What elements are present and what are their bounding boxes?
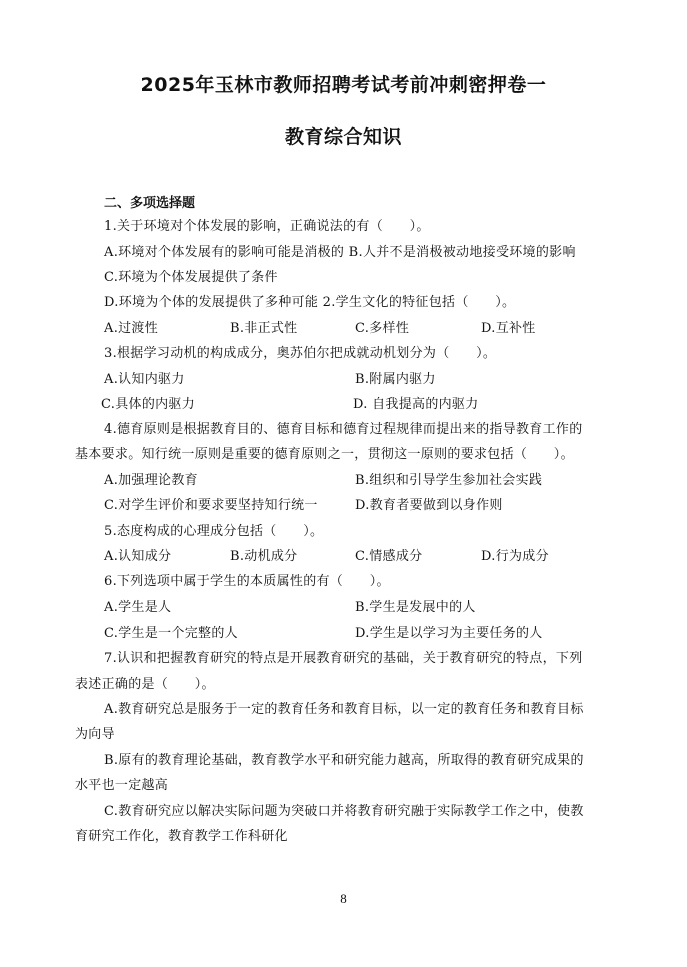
question-7-stem-line-2: 表述正确的是（ ）。 (75, 677, 215, 692)
question-1-option-d-question-2-stem: D.环境为个体的发展提供了多种可能 2.学生文化的特征包括（ ）。 (104, 295, 516, 310)
question-3-option-a: A.认知内驱力 (104, 372, 185, 387)
question-7-option-a-line-2: 为向导 (75, 727, 115, 742)
question-5-stem: 5.态度构成的心理成分包括（ ）。 (104, 524, 324, 539)
question-1-option-c: C.环境为个体发展提供了条件 (104, 270, 278, 285)
question-3-option-b: B.附属内驱力 (355, 372, 436, 387)
question-4-option-d: D.教育者要做到以身作则 (355, 498, 503, 513)
question-7-option-c-line-2: 育研究工作化，教育教学工作科研化 (75, 829, 288, 844)
question-2-option-a: A.过渡性 (104, 321, 159, 336)
question-4-option-b: B.组织和引导学生参加社会实践 (355, 473, 543, 488)
question-6-option-a: A.学生是人 (104, 600, 172, 615)
question-1-stem: 1.关于环境对个体发展的影响，正确说法的有（ ）。 (104, 219, 430, 234)
question-4-stem-line-2: 基本要求。知行统一原则是重要的德育原则之一，贯彻这一原则的要求包括（ ）。 (75, 447, 574, 462)
question-3-stem: 3.根据学习动机的构成成分，奥苏伯尔把成就动机划分为（ ）。 (104, 346, 497, 361)
question-6-stem: 6.下列选项中属于学生的本质属性的有（ ）。 (104, 574, 390, 589)
page-subtitle: 教育综合知识 (284, 126, 402, 148)
question-6-option-d: D.学生是以学习为主要任务的人 (355, 626, 543, 641)
question-1-options-ab: A.环境对个体发展有的影响可能是消极的 B.人并不是消极被动地接受环境的影响 (104, 245, 576, 260)
question-3-option-d: D. 自我提高的内驱力 (353, 397, 479, 412)
question-2-option-d: D.互补性 (481, 321, 536, 336)
question-7-option-c-line-1: C.教育研究应以解决实际问题为突破口并将教育研究融于实际教学工作之中，使教 (104, 804, 584, 819)
question-6-option-b: B.学生是发展中的人 (355, 600, 476, 615)
question-2-option-b: B.非正式性 (230, 321, 298, 336)
section-heading: 二、多项选择题 (104, 196, 196, 211)
page-number: 8 (340, 891, 347, 906)
question-6-option-c: C.学生是一个完整的人 (104, 626, 238, 641)
question-2-option-c: C.多样性 (355, 321, 410, 336)
question-5-option-d: D.行为成分 (481, 549, 549, 564)
question-3-option-c: C.具体的内驱力 (101, 397, 196, 412)
question-4-option-c: C.对学生评价和要求要坚持知行统一 (104, 498, 318, 513)
question-7-option-b-line-2: 水平也一定越高 (75, 778, 169, 793)
question-5-option-c: C.情感成分 (355, 549, 423, 564)
question-5-option-a: A.认知成分 (104, 549, 172, 564)
question-4-stem-line-1: 4.德育原则是根据教育目的、德育目标和德育过程规律而提出来的指导教育工作的 (104, 422, 583, 437)
question-4-option-a: A.加强理论教育 (104, 473, 198, 488)
question-7-option-a-line-1: A.教育研究总是服务于一定的教育任务和教育目标，以一定的教育任务和教育目标 (104, 702, 584, 717)
question-7-option-b-line-1: B.原有的教育理论基础，教育教学水平和研究能力越高，所取得的教育研究成果的 (104, 753, 584, 768)
question-5-option-b: B.动机成分 (230, 549, 298, 564)
page-title: 2025年玉林市教师招聘考试考前冲刺密押卷一 (140, 74, 547, 96)
question-7-stem-line-1: 7.认识和把握教育研究的特点是开展教育研究的基础，关于教育研究的特点，下列 (104, 651, 583, 666)
